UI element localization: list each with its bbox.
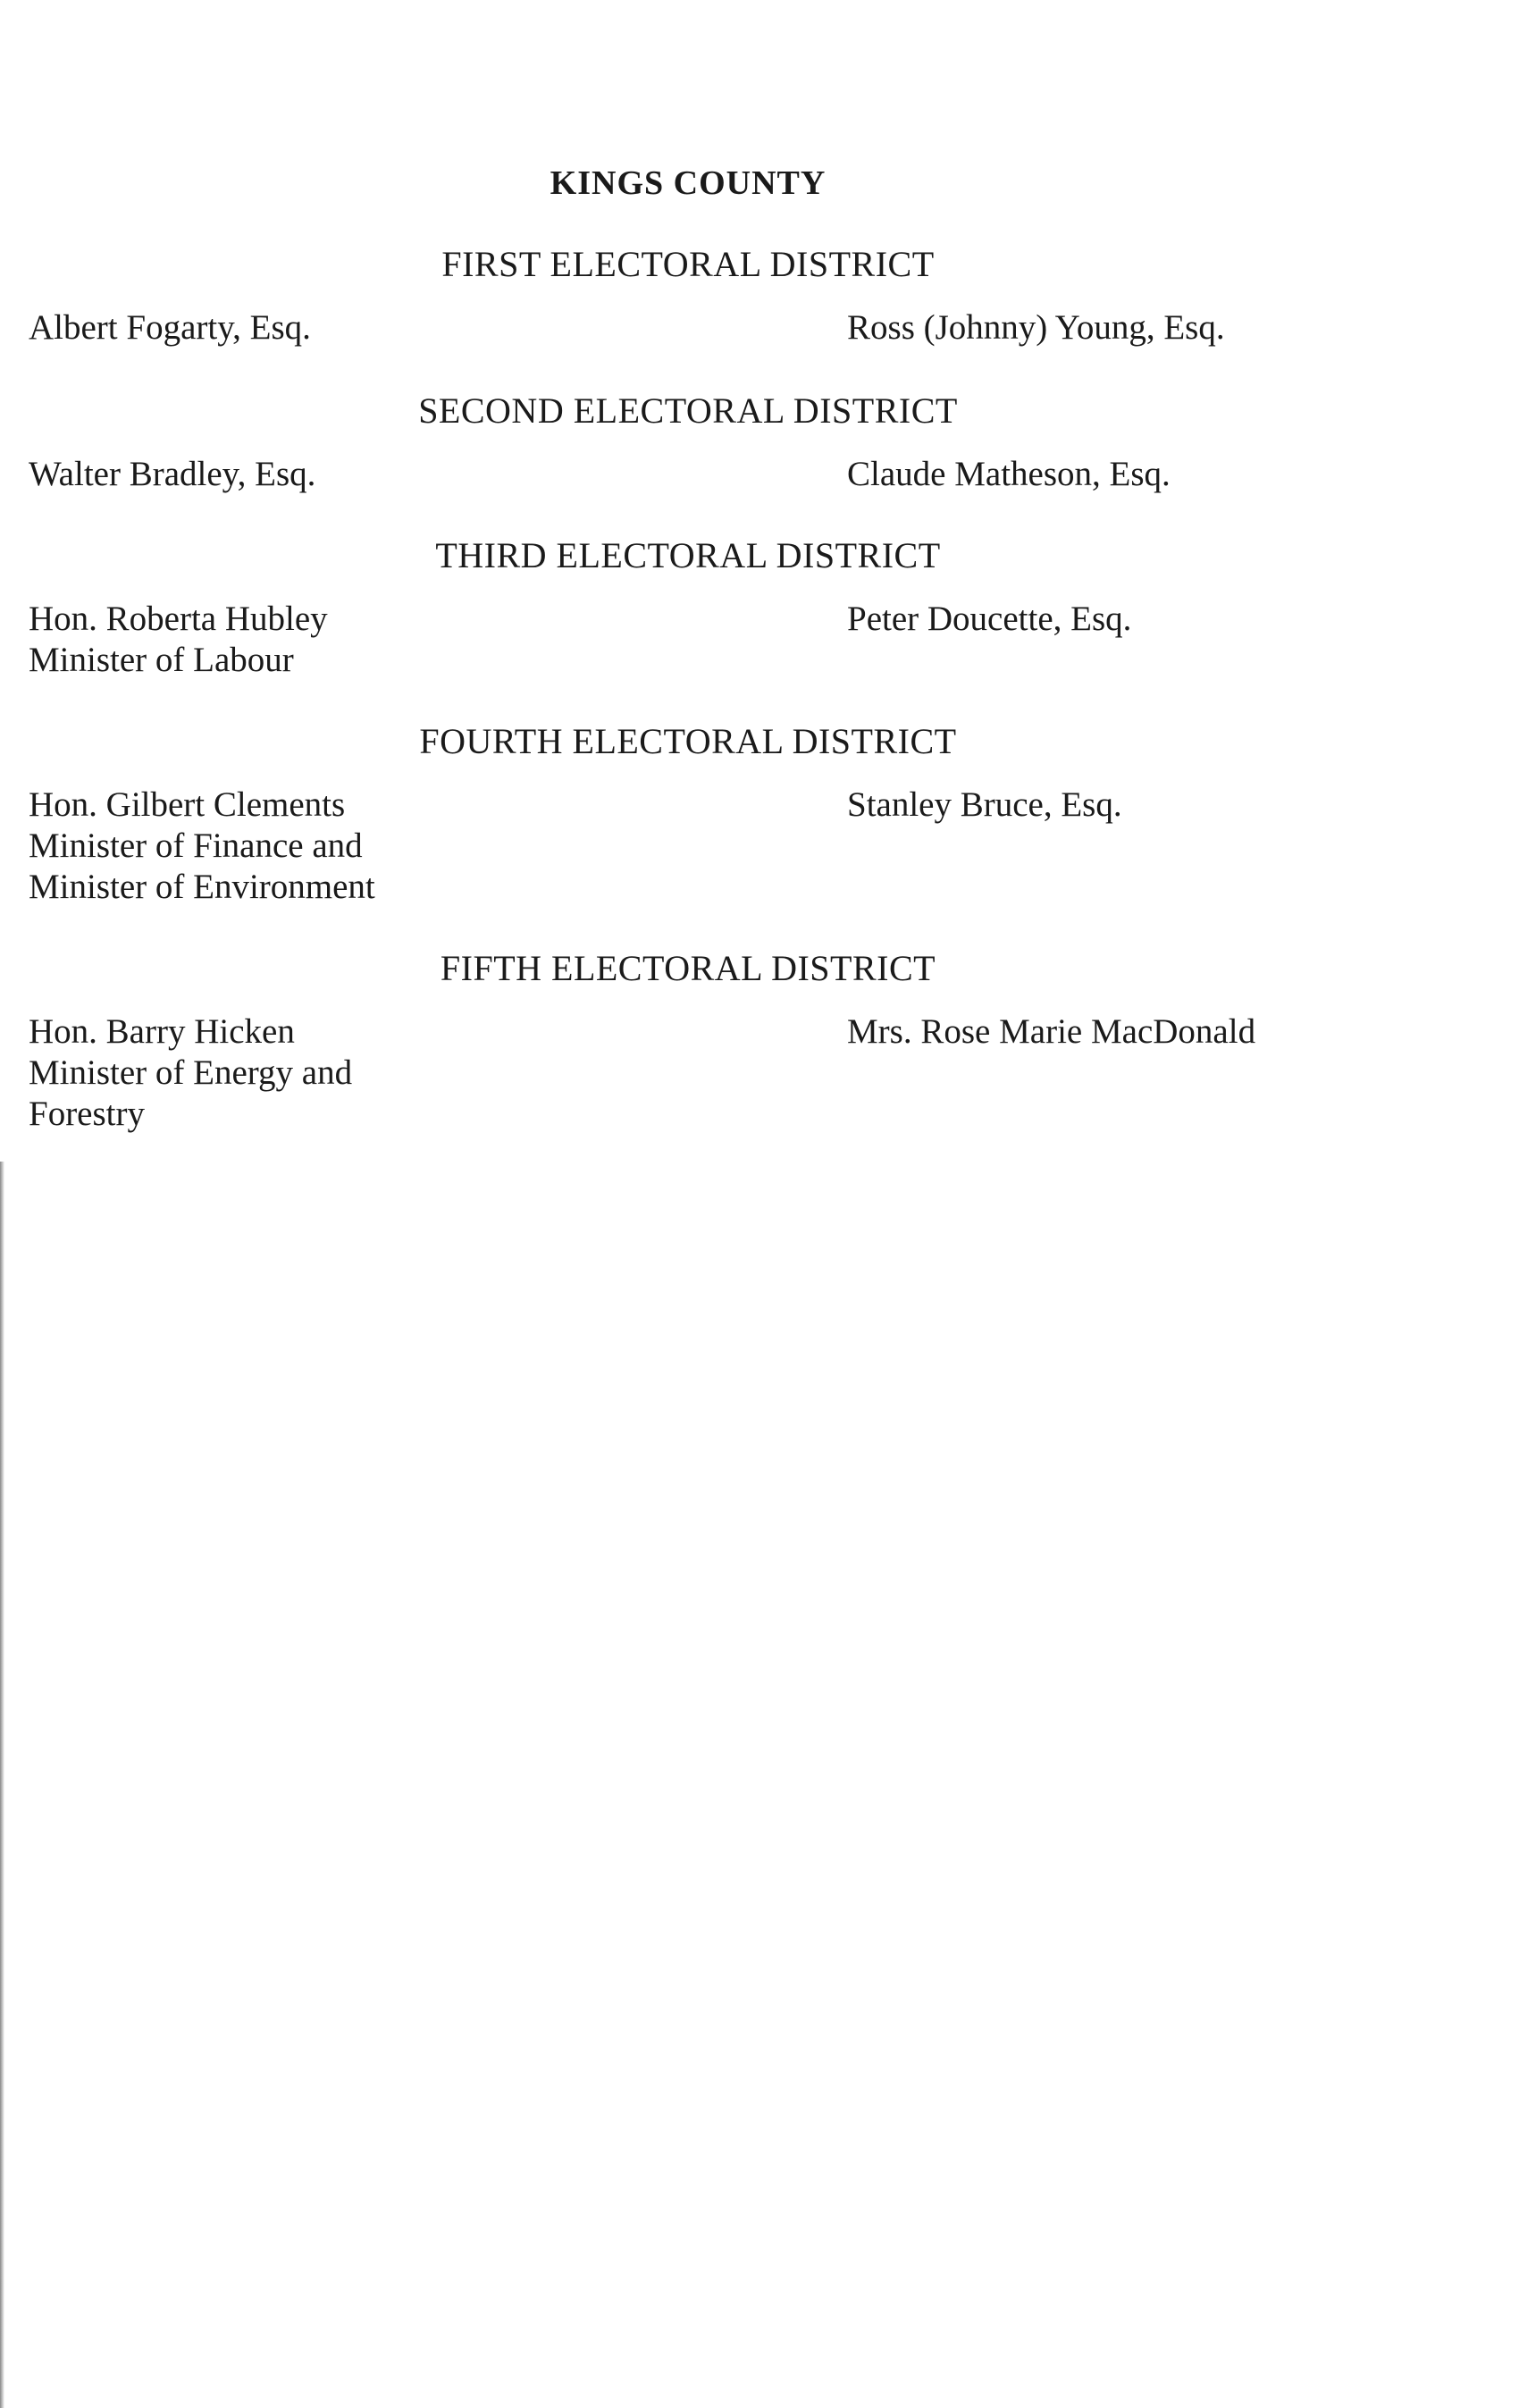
member-left — [29, 307, 311, 348]
member-left — [29, 784, 375, 908]
member-right — [847, 1011, 1255, 1053]
county-title: KINGS COUNTY — [550, 164, 827, 202]
member-name: Peter Doucette, Esq. — [847, 600, 1132, 638]
district-heading: FIRST ELECTORAL DISTRICT — [441, 244, 935, 284]
member-right — [847, 784, 1122, 826]
member-name: Hon. Gilbert Clements — [29, 785, 346, 824]
member-name: Mrs. Rose Marie MacDonald — [847, 1012, 1256, 1051]
member-right — [847, 454, 1171, 495]
member-title: Minister of Labour — [29, 641, 294, 679]
district-heading: FIFTH ELECTORAL DISTRICT — [440, 948, 936, 988]
page-binding-edge — [0, 1162, 4, 2408]
member-name: Hon. Roberta Hubley — [29, 600, 328, 638]
district-heading: THIRD ELECTORAL DISTRICT — [435, 535, 941, 575]
member-name: Walter Bradley, Esq. — [29, 455, 316, 493]
district-heading: FOURTH ELECTORAL DISTRICT — [419, 721, 957, 761]
member-title: Minister of Environment — [29, 868, 375, 906]
member-name: Hon. Barry Hicken — [29, 1012, 295, 1051]
member-title: Minister of Energy and — [29, 1053, 353, 1092]
member-left — [29, 1011, 352, 1135]
member-left — [29, 599, 328, 681]
member-right — [847, 307, 1225, 348]
member-name: Albert Fogarty, Esq. — [29, 308, 311, 347]
member-left — [29, 454, 315, 495]
member-name: Stanley Bruce, Esq. — [847, 785, 1122, 824]
member-name: Claude Matheson, Esq. — [847, 455, 1171, 493]
member-title: Minister of Finance and — [29, 826, 363, 865]
member-name: Ross (Johnny) Young, Esq. — [847, 308, 1225, 347]
member-title: Forestry — [29, 1095, 145, 1133]
member-right — [847, 599, 1131, 640]
district-heading: SECOND ELECTORAL DISTRICT — [418, 390, 958, 431]
